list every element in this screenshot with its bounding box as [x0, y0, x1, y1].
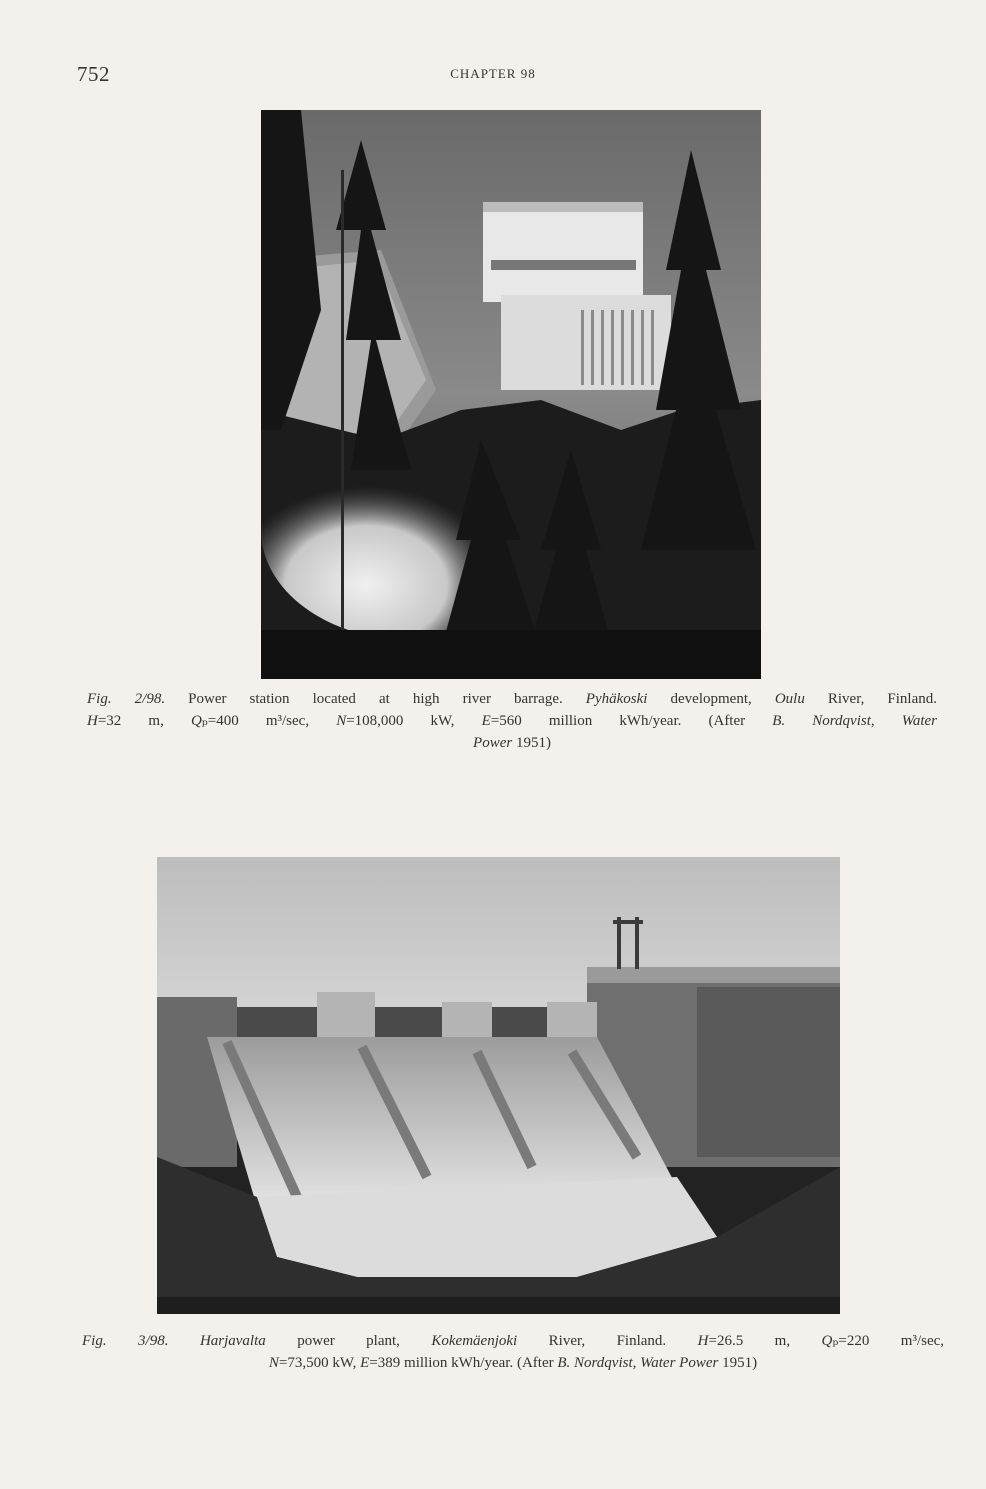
caption-run	[168, 1333, 199, 1349]
figure-photo-dam-spillway	[157, 857, 840, 1314]
caption-run: 1951)	[512, 735, 551, 751]
figure-caption-3-98	[82, 1330, 944, 1374]
caption-italic-run: Power	[473, 735, 513, 751]
caption-italic-run: H	[697, 1333, 709, 1349]
caption-line	[82, 1330, 944, 1352]
caption-run: development,	[647, 691, 775, 707]
caption-italic-run: H	[87, 713, 98, 729]
page-number: 752	[77, 62, 110, 86]
caption-line	[87, 732, 937, 754]
caption-line	[87, 688, 937, 710]
caption-run: River, Finland.	[517, 1333, 698, 1349]
caption-run: =108,000 kW,	[346, 713, 482, 729]
power-station-photo-illustration	[261, 110, 761, 679]
caption-italic-run: Fig. 2/98.	[87, 691, 166, 707]
caption-italic-run: Pyhäkoski	[585, 691, 648, 707]
caption-italic-run: Q	[821, 1333, 833, 1349]
caption-run: Power station located at high river barrage.	[165, 691, 586, 707]
caption-run: =32 m,	[97, 713, 191, 729]
caption-run: ₚ=400 m³/sec,	[201, 713, 337, 729]
caption-italic-run: E	[360, 1355, 370, 1371]
caption-italic-run: E	[481, 713, 491, 729]
caption-italic-run: N	[336, 713, 347, 729]
caption-line	[87, 710, 937, 732]
caption-italic-run: B. Nordqvist, Water Power	[557, 1355, 719, 1371]
caption-run: 1951)	[718, 1355, 758, 1371]
caption-line	[82, 1352, 944, 1374]
dam-spillway-photo-illustration	[157, 857, 840, 1314]
figure-photo-power-station	[261, 110, 761, 679]
caption-italic-run: Oulu	[774, 691, 805, 707]
caption-italic-run: Harjavalta	[199, 1333, 266, 1349]
figure-caption-2-98	[87, 688, 937, 754]
caption-italic-run: Fig. 3/98.	[82, 1333, 169, 1349]
caption-italic-run: Q	[190, 713, 202, 729]
caption-italic-run: Kokemäenjoki	[431, 1333, 518, 1349]
caption-italic-run: B. Nordqvist, Water	[772, 713, 937, 729]
caption-run: =26.5 m,	[708, 1333, 822, 1349]
caption-run: River, Finland.	[804, 691, 938, 707]
caption-italic-run: N	[268, 1355, 279, 1371]
caption-run: =389 million kWh/year. (After	[369, 1355, 558, 1371]
caption-run: power plant,	[265, 1333, 432, 1349]
running-head: CHAPTER 98	[450, 66, 536, 81]
caption-run: =73,500 kW,	[278, 1355, 361, 1371]
caption-run: ₚ=220 m³/sec,	[832, 1333, 945, 1349]
caption-run: =560 million kWh/year. (After	[490, 713, 773, 729]
